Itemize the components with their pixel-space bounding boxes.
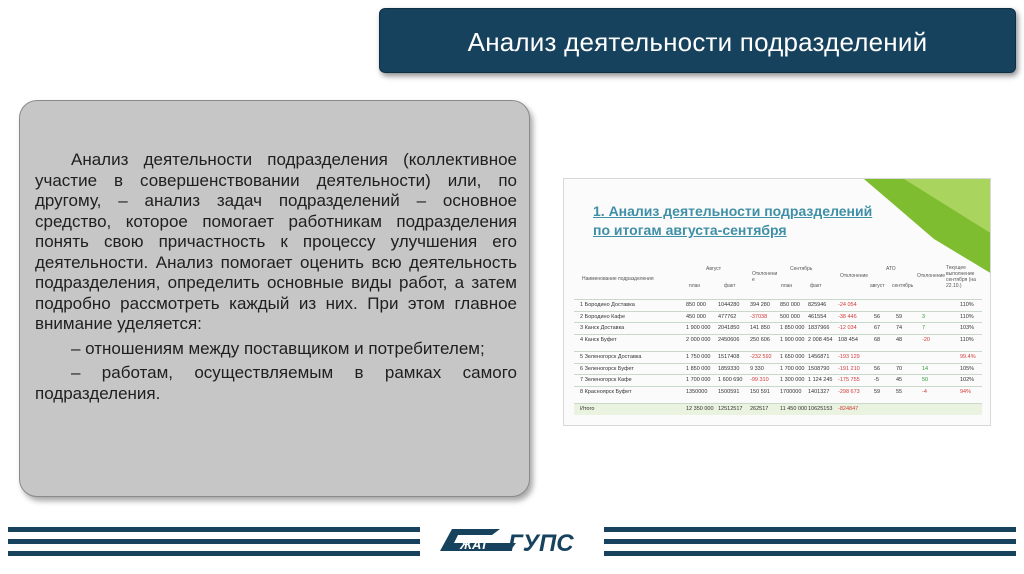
table-cell-d1: 150 591 (750, 388, 770, 395)
table-cell-d1: 141 850 (750, 325, 770, 331)
table-cell-d3: 3 (922, 313, 926, 320)
footer-stripe-left-2 (8, 539, 420, 544)
table-cell-d2: -193 129 (838, 354, 860, 360)
table-cell-f2: 1508790 (808, 365, 830, 372)
header-august: Август (706, 266, 722, 272)
table-cell-d1: -232 592 (750, 354, 772, 360)
table-cell-d2: -298 673 (838, 388, 860, 395)
table-cell-f2: 461554 (808, 313, 827, 320)
table-cell-d2: -12 034 (838, 325, 857, 331)
header-plan-2: план (781, 283, 793, 289)
table-cell-cur: 103% (960, 325, 975, 331)
header-ato: АТО (886, 266, 896, 272)
table-cell-a1: 56 (874, 313, 881, 320)
table-cell-d2: -38 446 (838, 313, 857, 320)
table-cell-f2: 1401327 (808, 388, 830, 395)
slide-thumbnail (563, 178, 991, 426)
table-cell-p2: 1 700 000 (780, 365, 805, 372)
table-row (574, 311, 982, 323)
table-cell-a2: 70 (896, 365, 903, 372)
table-cell-d3: -4 (922, 388, 927, 395)
table-header (574, 259, 982, 299)
table-row (574, 299, 982, 311)
table-cell-d1: 262517 (750, 406, 769, 412)
table-cell-cur: 110% (960, 302, 974, 308)
table-cell-d2: -24 054 (838, 302, 857, 308)
header-deviation-3: Отклонение (917, 273, 946, 279)
logo-icon (430, 523, 590, 557)
logo-text-left: ЖАТ (460, 537, 489, 552)
table-cell-name: 7 Зеленогорск Кафе (580, 377, 632, 383)
table-cell-f1: 12512517 (718, 406, 743, 412)
table-cell-name: 3 Канск Доставка (580, 325, 625, 331)
table-cell-p2: 1 650 000 (780, 354, 805, 360)
table-cell-d1: -99 310 (750, 377, 769, 383)
header-deviation-1: Отклонени е (752, 271, 778, 283)
table-cell-f1: 1500591 (718, 388, 740, 395)
table-cell-p1: 450 000 (686, 313, 706, 320)
table-body (574, 299, 982, 415)
header-name: Наименование подразделения (582, 276, 654, 282)
table-cell-f2: 10625153 (808, 406, 833, 412)
table-cell-a1: 56 (874, 365, 881, 372)
table-cell-cur: 102% (960, 377, 975, 383)
table-cell-a2: 45 (896, 377, 903, 383)
table-cell-d1: 9 330 (750, 365, 764, 372)
header-current: Текущее выполнение сентября (на 22.10.) (946, 265, 976, 289)
table-cell-p2: 500 000 (780, 313, 800, 320)
thumbnail-title (593, 202, 872, 240)
table-cell-d3: 14 (922, 365, 929, 372)
table-cell-d1: 394 280 (750, 302, 770, 308)
table-cell-p1: 1 850 000 (686, 365, 711, 372)
thumbnail-title-line-2: по итогам августа-сентября (593, 222, 787, 238)
table-cell-a2: 55 (896, 388, 903, 395)
table-cell-p1: 12 350 000 (686, 406, 714, 412)
paragraph-item-2: – работам, осуществляемым в рамках самого подразделения. (35, 363, 517, 403)
table-row (574, 351, 982, 363)
table-cell-cur: 110% (960, 336, 974, 343)
table-cell-f2: 1837966 (808, 325, 830, 331)
header-august-short: август (870, 283, 885, 289)
table-cell-p2: 1700000 (780, 388, 802, 395)
table-cell-p2: 1 900 000 (780, 336, 805, 343)
table-row (574, 363, 982, 375)
table-cell-a1: 59 (874, 388, 881, 395)
table-cell-p2: 1 850 000 (780, 325, 805, 331)
university-logo (430, 523, 590, 557)
header-fact: факт (724, 283, 736, 289)
footer-stripe-right-1 (604, 527, 1016, 532)
table-cell-f1: 1044280 (718, 302, 740, 308)
table-cell-name: 4 Канск Буфет (580, 336, 617, 343)
table-cell-name: 8 Красноярск Буфет (580, 388, 632, 395)
table-cell-f1: 2041850 (718, 325, 740, 331)
table-cell-f2: 1 124 245 (808, 377, 833, 383)
table-cell-a2: 48 (896, 336, 903, 343)
table-cell-a1: 68 (874, 336, 881, 343)
table-cell-a2: 74 (896, 325, 903, 331)
table-cell-p1: 1 700 000 (686, 377, 711, 383)
footer-stripe-right-3 (604, 551, 1016, 556)
header-plan: план (689, 283, 701, 289)
table-cell-f1: 1517408 (718, 354, 740, 360)
footer-stripe-left-3 (8, 551, 420, 556)
table-cell-d1: 250 606 (750, 336, 770, 343)
table-cell-name: 6 Зеленогорск Буфет (580, 365, 634, 372)
table-row (574, 322, 982, 334)
page-title: Анализ деятельности подразделений (467, 27, 928, 57)
table-cell-p2: 1 300 000 (780, 377, 805, 383)
table-cell-f2: 1456871 (808, 354, 830, 360)
table-row (574, 334, 982, 346)
table-cell-a1: -5 (874, 377, 879, 383)
header-deviation-2: Отклонение (840, 273, 869, 279)
table-cell-d2: -191 210 (838, 365, 860, 372)
table-cell-name: 2 Бородино Кафе (580, 313, 626, 320)
table-cell-d1: -37038 (750, 313, 768, 320)
table-cell-cur: 94% (960, 388, 972, 395)
table-cell-name: Итого (580, 406, 595, 412)
body-text (35, 150, 517, 404)
title-bar (379, 8, 1016, 73)
table-row (574, 403, 982, 415)
paragraph-main: Анализ деятельности подразделения (коллективное участие в совершенствовании деятельности) или, по другому, – анализ задач подразделений – основное средство, которое помогает работникам подразделения понять свою причастность к процессу улучшения его деятельности. Анализ помогает оценить всю деятельность подразделения, определить основные виды работ, а затем подробно рассмотреть каждый из них. При этом главное внимание уделяется: (35, 150, 517, 333)
thumbnail-title-line-1: 1. Анализ деятельности подразделений (593, 203, 873, 219)
table-row (574, 386, 982, 398)
table-cell-p1: 1 900 000 (686, 325, 711, 331)
table-cell-f2: 825946 (808, 302, 827, 308)
table-cell-name: 5 Зеленогорск Доставка (580, 354, 642, 360)
table-cell-name: 1 Бородино Доставка (580, 302, 635, 308)
table-cell-d2: 108 454 (838, 336, 858, 343)
table-cell-a2: 59 (896, 313, 903, 320)
table-cell-p2: 11 450 000 (780, 406, 808, 412)
table-cell-f1: 1 600 690 (718, 377, 743, 383)
table-cell-p2: 850 000 (780, 302, 800, 308)
table-cell-f1: 477762 (718, 313, 737, 320)
table-cell-a1: 67 (874, 325, 881, 331)
table-row (574, 374, 982, 386)
results-table (574, 259, 982, 415)
header-fact-2: факт (810, 283, 822, 289)
table-cell-d2: -175 755 (838, 377, 860, 383)
table-cell-d2: -824847 (838, 406, 859, 412)
table-cell-p1: 850 000 (686, 302, 706, 308)
table-cell-cur: 110% (960, 313, 974, 320)
header-september-short: сентябрь (892, 283, 914, 289)
logo-text-right: ГУПС (508, 530, 574, 557)
table-cell-f1: 1859330 (718, 365, 740, 372)
table-cell-f1: 2450606 (718, 336, 740, 343)
table-cell-p1: 2 000 000 (686, 336, 711, 343)
table-cell-p1: 1 750 000 (686, 354, 711, 360)
table-cell-d3: 7 (922, 325, 926, 331)
paragraph-item-1: – отношениям между поставщиком и потребителем; (71, 338, 485, 358)
table-cell-d3: -20 (922, 336, 930, 343)
text-card (19, 100, 530, 497)
footer-stripe-right-2 (604, 539, 1016, 544)
table-cell-cur: 99.4% (960, 354, 976, 360)
table-cell-p1: 1350000 (686, 388, 708, 395)
header-september: Сентябрь (790, 266, 813, 272)
table-cell-cur: 105% (960, 365, 975, 372)
table-cell-f2: 2 008 454 (808, 336, 833, 343)
footer-stripe-left-1 (8, 527, 420, 532)
table-cell-d3: 50 (922, 377, 929, 383)
